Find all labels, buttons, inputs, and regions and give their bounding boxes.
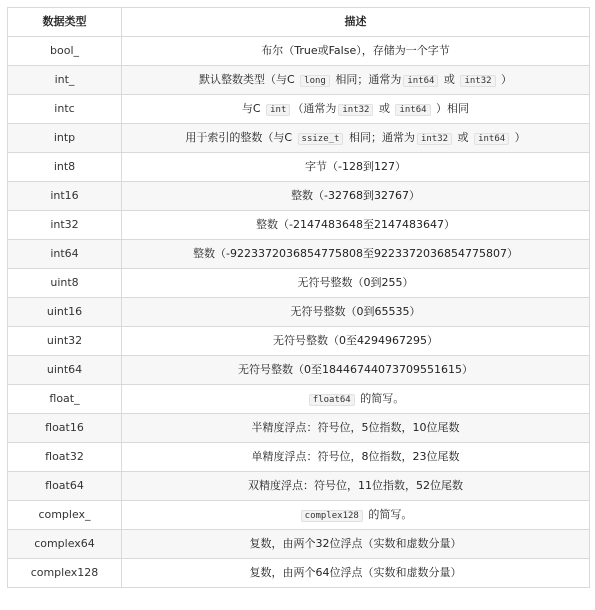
inline-code: ssize_t (298, 133, 344, 145)
dtype-name-cell: uint16 (8, 298, 122, 327)
table-row (8, 443, 590, 472)
table-row (8, 501, 590, 530)
description-text: 单精度浮点：符号位，8位指数，23位尾数 (251, 450, 460, 463)
table-row (8, 182, 590, 211)
table-header-row (8, 8, 590, 37)
dtype-description-cell (122, 530, 590, 559)
table-row (8, 298, 590, 327)
table-row (8, 66, 590, 95)
dtype-description-cell (122, 298, 590, 327)
table-row (8, 559, 590, 588)
description-text: 整数（-9223372036854775808至9223372036854775807） (193, 247, 518, 260)
description-text: ） (497, 72, 513, 86)
dtype-description-cell (122, 559, 590, 588)
description-text: 整数（-32768到32767） (291, 189, 420, 202)
dtype-name-cell: uint8 (8, 269, 122, 298)
table-row (8, 153, 590, 182)
header-data-type: 数据类型 (8, 8, 122, 37)
dtype-name-cell: float64 (8, 472, 122, 501)
description-text: 无符号整数（0至4294967295） (273, 334, 438, 347)
dtype-name-cell: complex64 (8, 530, 122, 559)
header-description: 描述 (122, 8, 590, 37)
dtype-name-cell: int8 (8, 153, 122, 182)
table-row (8, 211, 590, 240)
table-row (8, 385, 590, 414)
dtype-description-cell (122, 95, 590, 124)
description-text: ） (511, 130, 526, 144)
table-row (8, 414, 590, 443)
inline-code: int64 (403, 75, 438, 87)
dtype-description-cell (122, 443, 590, 472)
description-text: （通常为 (292, 101, 337, 115)
dtype-description-cell (122, 37, 590, 66)
table-row (8, 124, 590, 153)
dtype-name-cell: intc (8, 95, 122, 124)
description-text: 双精度浮点：符号位，11位指数，52位尾数 (248, 479, 463, 492)
dtype-name-cell: int32 (8, 211, 122, 240)
inline-code: int32 (338, 104, 373, 116)
dtype-description-cell (122, 66, 590, 95)
dtype-description-cell (122, 240, 590, 269)
dtype-description-cell (122, 501, 590, 530)
table-row (8, 240, 590, 269)
table-row (8, 530, 590, 559)
description-text: 或 (454, 130, 473, 144)
description-text: 无符号整数（0到65535） (290, 305, 421, 318)
table-body (8, 37, 590, 588)
dtype-name-cell: int_ (8, 66, 122, 95)
dtype-name-cell: intp (8, 124, 122, 153)
dtype-table (7, 7, 590, 588)
description-text: 默认整数类型（与C (198, 72, 299, 86)
inline-code: int32 (460, 75, 495, 87)
dtype-name-cell: uint32 (8, 327, 122, 356)
description-text: 字节（-128到127） (305, 160, 406, 173)
description-text: 复数，由两个64位浮点（实数和虚数分量） (249, 566, 462, 579)
dtype-name-cell: uint64 (8, 356, 122, 385)
dtype-name-cell: complex_ (8, 501, 122, 530)
description-text: 无符号整数（0至18446744073709551615） (238, 363, 473, 376)
dtype-name-cell: float16 (8, 414, 122, 443)
inline-code: int64 (474, 133, 509, 145)
dtype-name-cell: float32 (8, 443, 122, 472)
table-row (8, 356, 590, 385)
dtype-description-cell (122, 211, 590, 240)
dtype-description-cell (122, 356, 590, 385)
table-row (8, 95, 590, 124)
dtype-name-cell: bool_ (8, 37, 122, 66)
description-text: 半精度浮点：符号位，5位指数，10位尾数 (251, 421, 460, 434)
dtype-description-cell (122, 153, 590, 182)
dtype-name-cell: float_ (8, 385, 122, 414)
inline-code: int (266, 104, 290, 116)
description-text: 用于索引的整数（与C (185, 130, 296, 144)
dtype-description-cell (122, 414, 590, 443)
table-row (8, 37, 590, 66)
description-text: 相同；通常为 (331, 72, 402, 86)
table-row (8, 472, 590, 501)
description-text: 的简写。 (356, 391, 405, 405)
dtype-description-cell (122, 472, 590, 501)
description-text: 或 (375, 101, 394, 115)
inline-code: float64 (309, 394, 355, 406)
description-text: 复数，由两个32位浮点（实数和虚数分量） (249, 537, 462, 550)
dtype-name-cell: complex128 (8, 559, 122, 588)
dtype-description-cell (122, 124, 590, 153)
inline-code: int64 (395, 104, 430, 116)
table-row (8, 269, 590, 298)
dtype-name-cell: int16 (8, 182, 122, 211)
dtype-description-cell (122, 327, 590, 356)
description-text: 布尔（True或False），存储为一个字节 (261, 44, 450, 57)
inline-code: int32 (417, 133, 452, 145)
description-text: 相同；通常为 (345, 130, 415, 144)
dtype-name-cell: int64 (8, 240, 122, 269)
description-text: 与C (241, 101, 265, 115)
description-text: ）相同 (432, 101, 470, 115)
description-text: 或 (440, 72, 459, 86)
inline-code: complex128 (301, 510, 363, 522)
dtype-description-cell (122, 269, 590, 298)
dtype-description-cell (122, 182, 590, 211)
inline-code: long (300, 75, 330, 87)
dtype-description-cell (122, 385, 590, 414)
description-text: 整数（-2147483648至2147483647） (256, 218, 455, 231)
table-row (8, 327, 590, 356)
description-text: 无符号整数（0到255） (297, 276, 414, 289)
description-text: 的简写。 (364, 507, 413, 521)
